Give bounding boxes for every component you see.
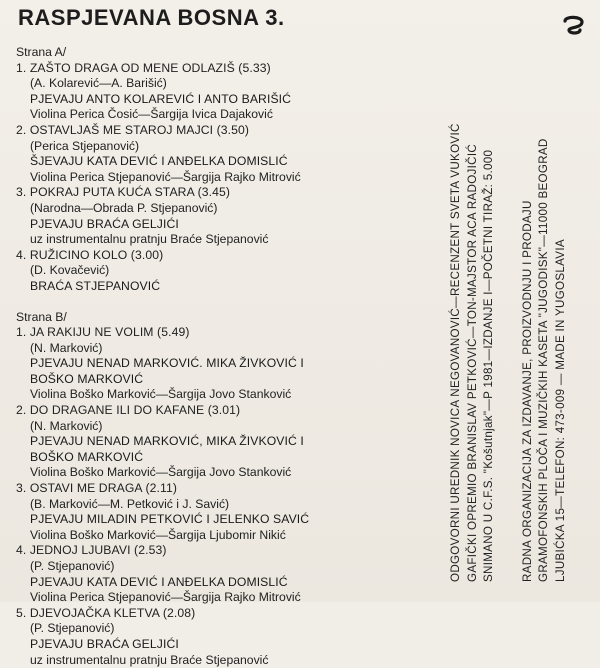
track-title: 1. ZAŠTO DRAGA OD MENE ODLAZIŠ (5.33) [16, 60, 271, 75]
track-instruments: uz instrumentalnu pratnju Braće Stjepanović [30, 652, 269, 667]
track-instruments: Violina Boško Marković—Šargija Jovo Stanković [30, 387, 292, 402]
track-title: 3. OSTAVI ME DRAGA (2.11) [16, 481, 177, 496]
publisher-line-3: LJUBIĆKA 15—TELEFON: 473-009 — MADE IN YUGOSLAVIA [553, 239, 567, 582]
publisher-line-2: GRAMOFONSKIH PLOČA I MUZIČKIH KASETA "JUGODISK"—11000 BEOGRAD [537, 138, 551, 582]
track-singers-cont: BOŠKO MARKOVIĆ [30, 371, 144, 386]
track-instruments: Violina Boško Marković—Šargija Ljubomir Nikić [30, 527, 286, 542]
credits-recording: SNIMANO U C.F.S. "Košutnjak"—P 1981—IZDANJE I—POČETNI TIRAŽ: 5.000 [482, 149, 496, 582]
track-authors: (Narodna—Obrada P. Stjepanović) [30, 200, 218, 215]
track-singers: BRAĆA STJEPANOVIĆ [30, 278, 161, 293]
track-singers: PJEVAJU ANTO KOLAREVIĆ I ANTO BARIŠIĆ [30, 91, 292, 106]
track-title: 2. DO DRAGANE ILI DO KAFANE (3.01) [16, 403, 241, 418]
jugodisk-logo-icon [561, 13, 587, 39]
track-singers: PJEVAJU KATA DEVIĆ I ANĐELKA DOMISLIĆ [30, 574, 288, 589]
track-title: 4. JEDNOJ LJUBAVI (2.53) [16, 543, 167, 558]
publisher-line-1: RADNA ORGANIZACIJA ZA IZDAVANJE, PROIZVODNJU I PRODAJU [520, 200, 534, 582]
track-authors: (D. Kovačević) [30, 263, 110, 278]
track-title: 4. RUŽICINO KOLO (3.00) [16, 247, 164, 262]
credits-design: GAFIČKI OPREMIO BRANISLAV PETKOVIĆ—TON-MAJSTOR ACA RADOJIČIĆ [465, 143, 479, 582]
track-authors: (A. Kolarević—A. Barišić) [30, 76, 167, 91]
track-instruments: Violina Perica Čosić—Šargija Ivica Dajaković [30, 107, 273, 122]
side-a-heading: Strana A/ [16, 45, 67, 59]
track-listing [16, 45, 356, 668]
track-instruments: Violina Perica Stjepanović—Šargija Rajko Mitrović [30, 169, 301, 184]
track-singers: PJEVAJU MILADIN PETKOVIĆ I JELENKO SAVIĆ [30, 512, 310, 527]
track-authors: (P. Stjepanović) [30, 621, 115, 636]
track-title: 1. JA RAKIJU NE VOLIM (5.49) [16, 325, 190, 340]
track-authors: (N. Marković) [30, 340, 103, 355]
track-instruments: uz instrumentalnu pratnju Braće Stjepanović [30, 232, 269, 247]
track-title: 5. DJEVOJAČKA KLETVA (2.08) [16, 605, 196, 620]
track-singers: PJEVAJU BRAĆA GELJIĆI [30, 216, 179, 231]
track-singers: PJEVAJU BRAĆA GELJIĆI [30, 636, 179, 651]
track-singers-cont: BOŠKO MARKOVIĆ [30, 449, 144, 464]
side-b-heading: Strana B/ [16, 309, 67, 324]
track-authors: (Perica Stjepanović) [30, 138, 140, 153]
track-authors: (B. Marković—M. Petković i J. Savić) [30, 496, 230, 511]
album-title: RASPJEVANA BOSNA 3. [18, 5, 285, 30]
track-instruments: Violina Boško Marković—Šargija Jovo Stanković [30, 465, 292, 480]
track-authors: (N. Marković) [30, 418, 103, 433]
track-title: 2. OSTAVLJAŠ ME STAROJ MAJCI (3.50) [16, 122, 250, 137]
track-title: 3. POKRAJ PUTA KUĆA STARA (3.45) [16, 185, 231, 200]
track-singers: ŠJEVAJU KATA DEVIĆ I ANĐELKA DOMISLIĆ [30, 154, 288, 169]
track-instruments: Violina Perica Stjepanović—Šargija Rajko Mitrović [30, 590, 301, 605]
credits-editor: ODGOVORNI UREDNIK NOVICA NEGOVANOVIĆ—RECENZENT SVETA VUKOVIĆ [449, 123, 462, 582]
track-singers: PJEVAJU NENAD MARKOVIĆ, MIKA ŽIVKOVIĆ I [30, 434, 304, 449]
track-authors: (P. Stjepanović) [30, 559, 115, 573]
track-singers: PJEVAJU NENAD MARKOVIĆ. MIKA ŽIVKOVIĆ I [30, 356, 304, 371]
